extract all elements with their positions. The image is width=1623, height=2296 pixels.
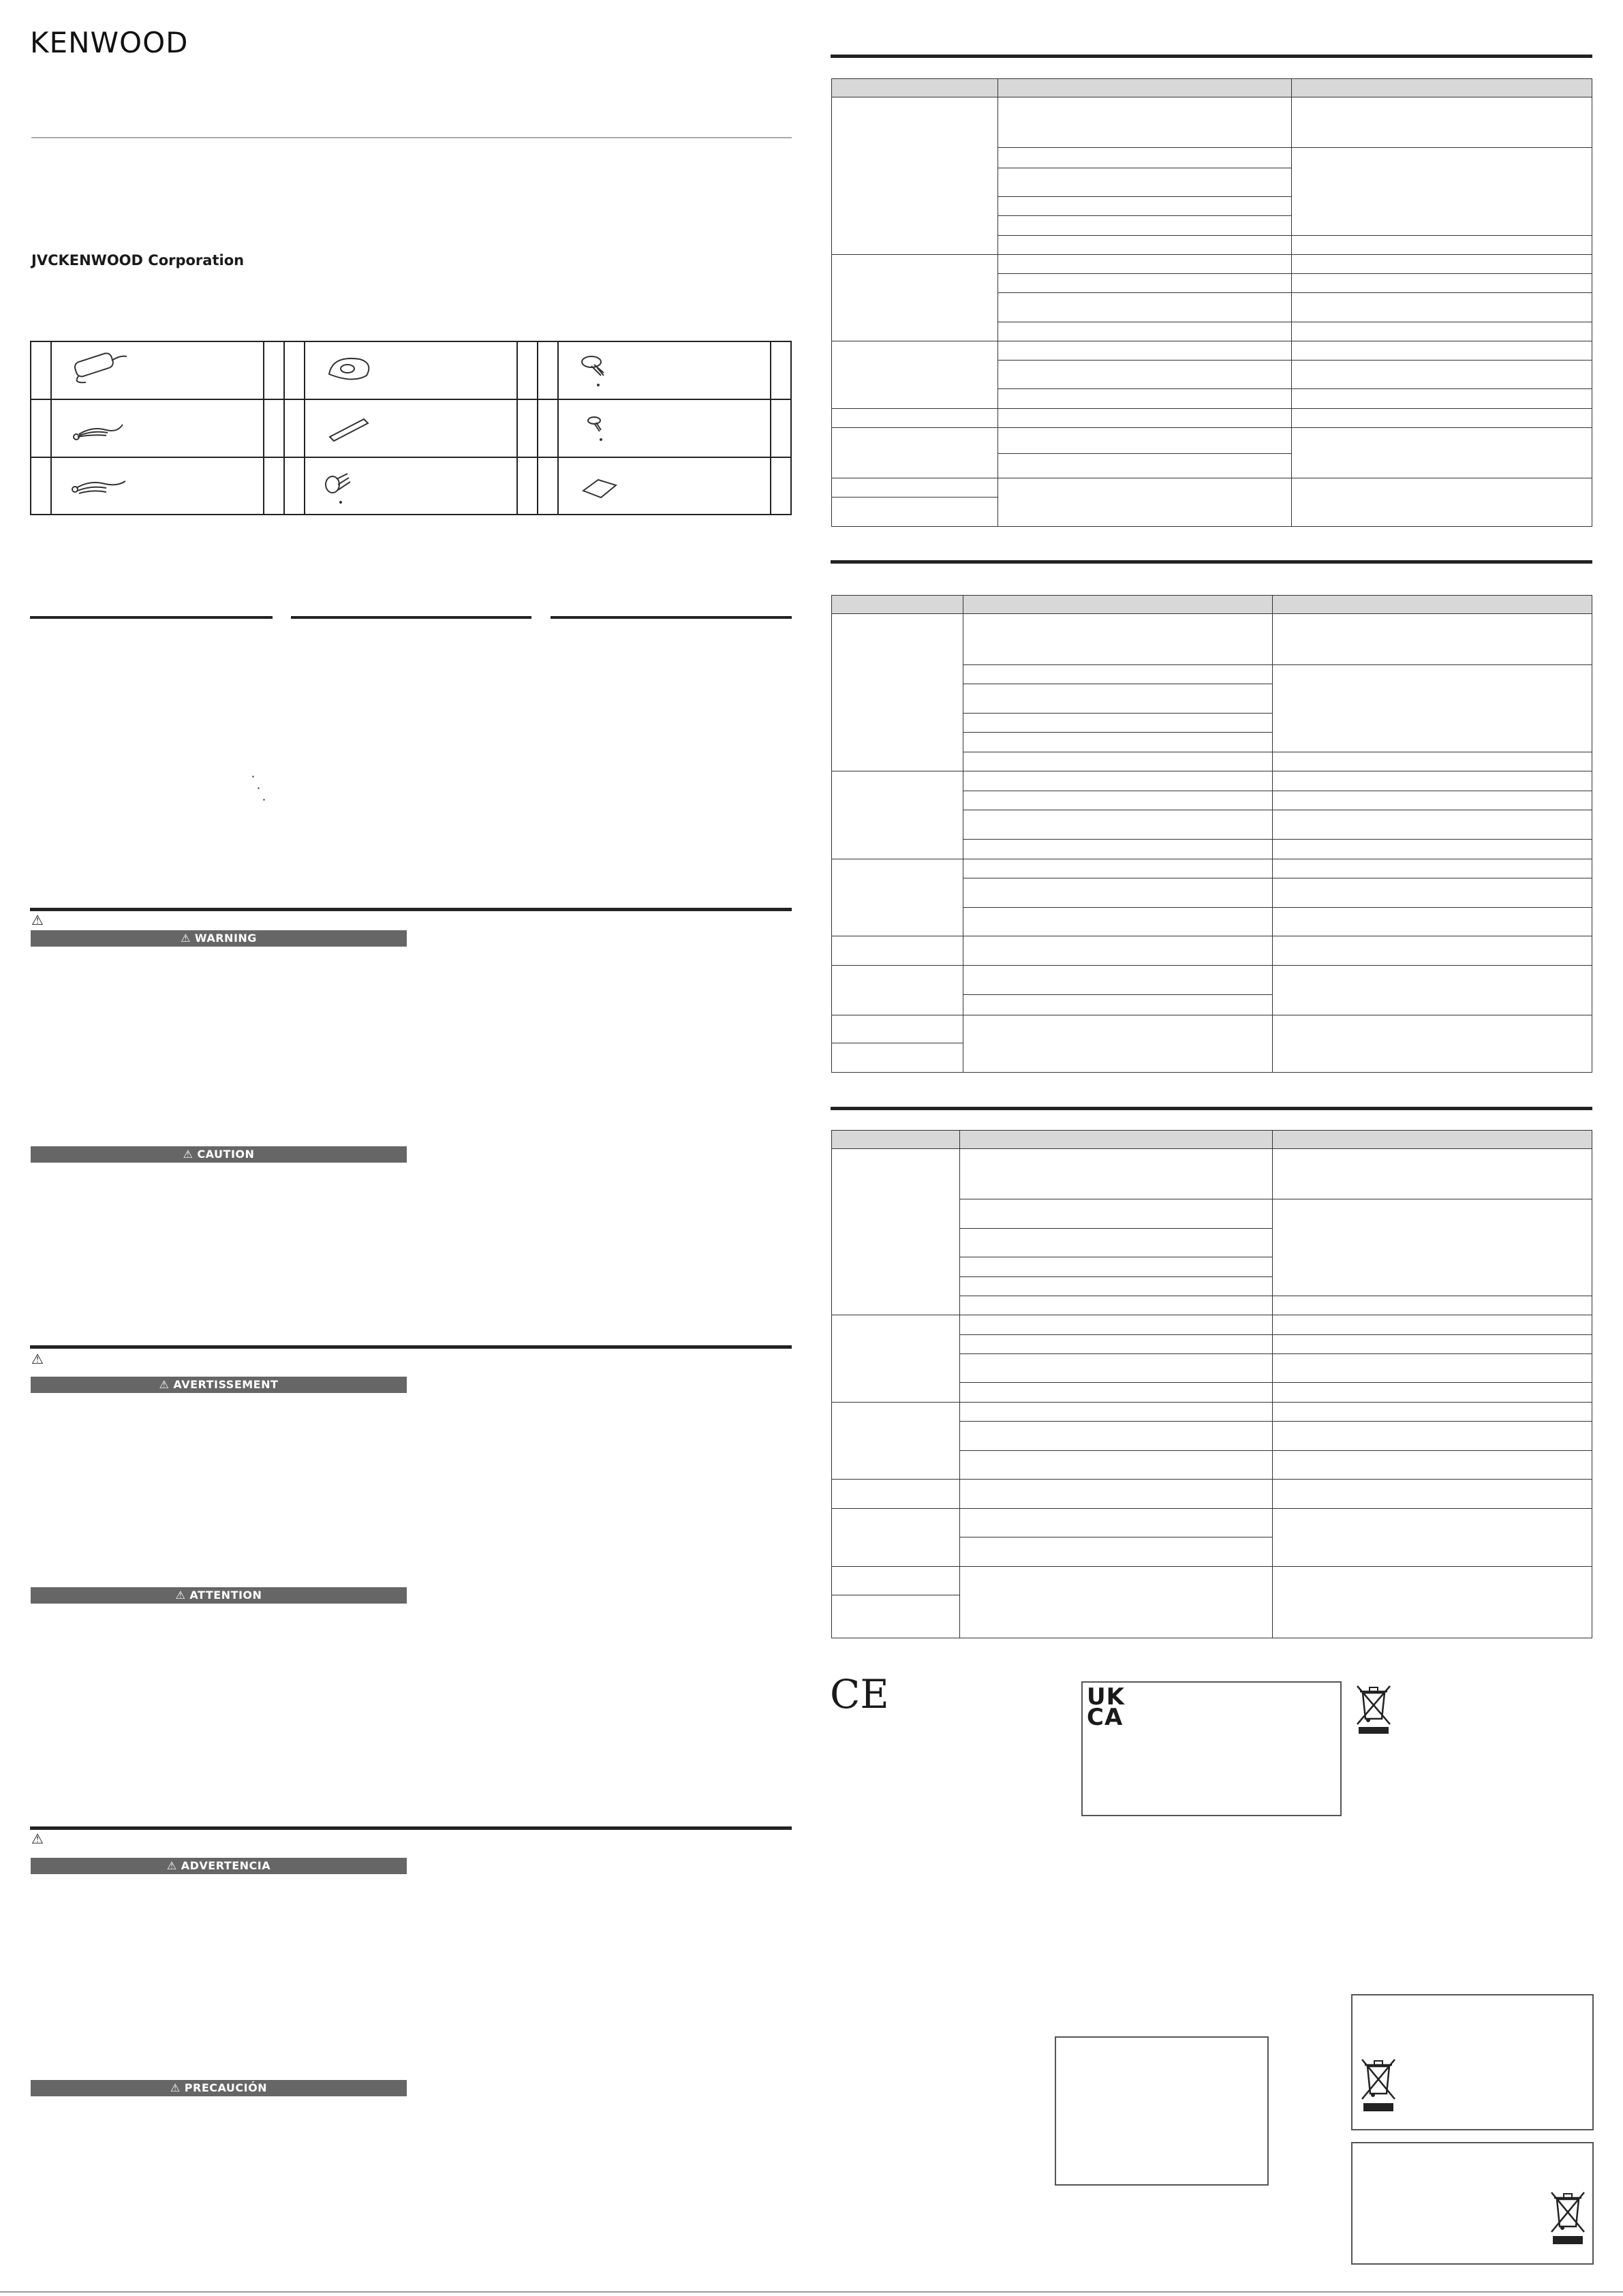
spec-cell: [1292, 254, 1592, 273]
acc-num-cell: [538, 341, 558, 399]
spec-cell: [832, 966, 963, 1015]
acc-qty-cell: [771, 399, 791, 457]
spec-cell: [1292, 322, 1592, 341]
acc-image-cell: [51, 457, 264, 515]
acc-qty-cell: [264, 399, 284, 457]
spec-cell: [1273, 614, 1592, 664]
screw-small-image: [559, 410, 640, 444]
spec-cell: [963, 1015, 1273, 1073]
acc-image-cell: [305, 399, 517, 457]
spec-cell: [1292, 293, 1592, 322]
spec-section-rule-3: [831, 1107, 1592, 1110]
warning-triangle-icon: ⚠: [166, 1859, 177, 1872]
acc-num-cell: [284, 457, 305, 515]
spec-table-1: [831, 78, 1592, 527]
french-warning-bar: [31, 1377, 407, 1393]
acc-num-cell: [284, 341, 305, 399]
accessories-table: [30, 341, 792, 515]
spec-section-rule-2: [831, 560, 1592, 564]
weee-bin-icon: [1353, 1681, 1394, 1736]
spec-cell: [832, 771, 963, 859]
spec-cell: [963, 936, 1273, 966]
wiring-harness-image: [52, 410, 134, 444]
warning-triangle-icon: ⚠: [183, 1148, 194, 1161]
warning-triangle-icon: ⚠: [175, 1589, 186, 1602]
spec-cell: [1292, 341, 1592, 360]
spec-cell: [1273, 664, 1592, 752]
acc-num-cell: [284, 399, 305, 457]
weee-bin-icon: [1358, 2054, 1399, 2117]
spec-cell: [832, 498, 998, 527]
acc-image-cell: [558, 457, 771, 515]
spec-cell: [963, 752, 1273, 771]
spec-cell: [960, 1199, 1273, 1229]
brand-logo: KENWOOD: [30, 26, 189, 59]
warning-triangle-icon: ⚠: [159, 1378, 170, 1391]
spec-cell: [963, 907, 1273, 936]
spec-cell: [963, 810, 1273, 840]
spec-cell: [1273, 1480, 1592, 1509]
english-section-rule: [30, 908, 792, 911]
spec-cell: [832, 427, 998, 478]
spec-cell: [963, 664, 1273, 684]
acc-qty-cell: [264, 457, 284, 515]
spec-cell: [832, 1043, 963, 1073]
spec-cell: [832, 1402, 960, 1479]
spec-header-cell: [1273, 1131, 1592, 1149]
spec-cell: [832, 936, 963, 966]
spec-cell: [998, 197, 1292, 216]
spec-cell: [998, 235, 1292, 254]
cable-set-image: [52, 468, 134, 502]
spec-cell: [960, 1422, 1273, 1451]
page-bottom-edge: [0, 2291, 1623, 2293]
spec-cell: [1292, 235, 1592, 254]
spec-cell: [960, 1334, 1273, 1353]
warning-label: WARNING: [194, 932, 257, 945]
english-caution-bar: [31, 1146, 407, 1163]
spec-cell: [960, 1149, 1273, 1199]
spec-cell: [960, 1276, 1273, 1296]
spec-cell: [1273, 859, 1592, 878]
spec-cell: [832, 254, 998, 341]
footnote-mark: ▪: [263, 797, 265, 803]
spec-cell: [998, 216, 1292, 235]
spec-cell: [1292, 427, 1592, 478]
warning-label: AVERTISSEMENT: [173, 1378, 279, 1391]
spec-cell: [1292, 408, 1592, 427]
warning-triangle-icon: ⚠: [181, 932, 191, 945]
spec-cell: [998, 168, 1292, 196]
acc-qty-cell: [771, 341, 791, 399]
spec-cell: [960, 1537, 1273, 1567]
spec-cell: [1273, 1199, 1592, 1296]
footnote-mark: ▪: [252, 774, 254, 780]
acc-image-cell: [558, 341, 771, 399]
spec-cell: [832, 1508, 960, 1566]
spec-cell: [963, 713, 1273, 732]
spec-cell: [1273, 1334, 1592, 1353]
spec-cell: [1273, 907, 1592, 936]
spec-cell: [998, 341, 1292, 360]
french-caution-bar: [31, 1587, 407, 1604]
spec-cell: [1273, 810, 1592, 840]
spec-cell: [998, 274, 1292, 293]
spanish-section-rule: [30, 1826, 792, 1830]
spec-cell: [998, 293, 1292, 322]
ukca-line-2: CA: [1087, 1704, 1124, 1731]
spanish-caution-bar: [31, 2080, 407, 2096]
warning-triangle-icon: ⚠: [170, 2081, 181, 2094]
spec-cell: [963, 771, 1273, 791]
spec-cell: [998, 322, 1292, 341]
spec-cell: [1273, 1383, 1592, 1402]
column-rule-1: [30, 616, 273, 619]
spec-cell: [1273, 771, 1592, 791]
acc-image-cell: [305, 341, 517, 399]
screw-large-image: [559, 348, 640, 389]
spec-cell: [832, 478, 998, 498]
acc-image-cell: [305, 457, 517, 515]
spec-cell: [1273, 936, 1592, 966]
spec-cell: [960, 1228, 1273, 1257]
acc-num-cell: [31, 399, 51, 457]
spec-cell: [960, 1296, 1273, 1315]
spec-cell: [998, 408, 1292, 427]
spec-cell: [963, 840, 1273, 859]
column-rule-2: [291, 616, 531, 619]
spanish-warning-bar: [31, 1858, 407, 1874]
spec-cell: [998, 478, 1292, 527]
spec-cell: [998, 147, 1292, 168]
spec-cell: [1273, 791, 1592, 810]
spec-cell: [960, 1402, 1273, 1421]
spec-cell: [832, 97, 998, 255]
spec-cell: [963, 859, 1273, 878]
acc-qty-cell: [517, 457, 538, 515]
acc-qty-cell: [771, 457, 791, 515]
pad-image: [559, 468, 640, 502]
english-warning-bar: [31, 930, 407, 947]
corporation-name: JVCKENWOOD Corporation: [31, 252, 245, 269]
spec-cell: [998, 254, 1292, 273]
spec-cell: [832, 1149, 960, 1315]
acc-num-cell: [538, 399, 558, 457]
spec-header-cell: [832, 596, 963, 614]
disposal-box-1: [1351, 1994, 1594, 2130]
spec-cell: [832, 1480, 960, 1509]
spec-cell: [963, 733, 1273, 752]
spec-cell: [1273, 878, 1592, 908]
spec-cell: [998, 427, 1292, 453]
caution-label: CAUTION: [197, 1148, 255, 1161]
spec-cell: [1273, 1315, 1592, 1334]
spec-header-cell: [832, 1131, 960, 1149]
spec-cell: [1273, 752, 1592, 771]
spec-cell: [1292, 274, 1592, 293]
spec-cell: [1273, 1015, 1592, 1073]
spec-cell: [960, 1257, 1273, 1276]
warning-triangle-icon: ⚠: [31, 913, 44, 928]
spec-cell: [963, 791, 1273, 810]
column-rule-3: [551, 616, 792, 619]
ce-mark: CE: [830, 1671, 889, 1717]
acc-image-cell: [51, 341, 264, 399]
spec-header-cell: [998, 79, 1292, 97]
spec-cell: [960, 1315, 1273, 1334]
acc-num-cell: [538, 457, 558, 515]
spec-cell: [998, 454, 1292, 478]
spec-cell: [1292, 147, 1592, 235]
acc-qty-cell: [517, 341, 538, 399]
spec-cell: [960, 1383, 1273, 1402]
warning-triangle-icon: ⚠: [31, 1832, 44, 1847]
spec-cell: [960, 1566, 1273, 1638]
spec-header-cell: [960, 1131, 1273, 1149]
spec-cell: [1273, 966, 1592, 1015]
spec-cell: [1292, 361, 1592, 389]
spec-cell: [1273, 1508, 1592, 1566]
ukca-box: [1081, 1681, 1342, 1816]
notice-box: [1055, 2036, 1269, 2186]
spec-cell: [1273, 1353, 1592, 1383]
spec-cell: [1292, 478, 1592, 527]
spec-cell: [832, 614, 963, 771]
tapping-screw-image: [305, 464, 387, 505]
spec-cell: [1273, 840, 1592, 859]
acc-image-cell: [51, 399, 264, 457]
spec-cell: [832, 1315, 960, 1402]
disposal-box-2: [1351, 2142, 1594, 2265]
spec-cell: [1273, 1450, 1592, 1480]
spec-cell: [1292, 97, 1592, 148]
sleeve-image: [305, 348, 387, 389]
spec-cell: [1273, 1402, 1592, 1421]
spec-cell: [963, 966, 1273, 995]
spec-table-2: [831, 595, 1592, 1073]
ukca-line-1: UK: [1087, 1683, 1125, 1711]
acc-num-cell: [31, 457, 51, 515]
spec-header-cell: [963, 596, 1273, 614]
spec-cell: [960, 1480, 1273, 1509]
spec-cell: [1273, 1296, 1592, 1315]
spec-cell: [998, 97, 1292, 148]
caution-label: PRECAUCIÓN: [184, 2081, 268, 2094]
spec-cell: [963, 684, 1273, 714]
caution-label: ATTENTION: [189, 1589, 262, 1602]
spec-cell: [963, 614, 1273, 664]
spec-cell: [1273, 1566, 1592, 1638]
spec-cell: [963, 878, 1273, 908]
spec-cell: [832, 1015, 963, 1043]
spec-cell: [832, 859, 963, 936]
battery-bin-icon: [1547, 2187, 1588, 2250]
spec-table-3: [831, 1130, 1592, 1638]
spec-cell: [960, 1508, 1273, 1537]
spec-cell: [998, 389, 1292, 408]
spec-cell: [832, 1566, 960, 1595]
spec-cell: [1273, 1422, 1592, 1451]
warning-label: ADVERTENCIA: [181, 1859, 271, 1872]
acc-qty-cell: [517, 399, 538, 457]
spec-header-cell: [1273, 596, 1592, 614]
spec-cell: [960, 1353, 1273, 1383]
ukca-mark: [1087, 1683, 1125, 1731]
spec-cell: [832, 1595, 960, 1638]
spec-cell: [832, 341, 998, 408]
spec-cell: [1273, 1149, 1592, 1199]
spec-header-cell: [832, 79, 998, 97]
header-divider: [31, 137, 792, 138]
spec-section-rule-1: [831, 55, 1592, 58]
spec-cell: [832, 408, 998, 427]
footnote-mark: ▪: [258, 785, 260, 791]
remote-wire-image: [52, 348, 134, 389]
spec-cell: [960, 1450, 1273, 1480]
acc-qty-cell: [264, 341, 284, 399]
strap-image: [305, 410, 387, 444]
acc-num-cell: [31, 341, 51, 399]
spec-cell: [963, 994, 1273, 1015]
acc-image-cell: [558, 399, 771, 457]
spec-cell: [998, 361, 1292, 389]
spec-header-cell: [1292, 79, 1592, 97]
warning-triangle-icon: ⚠: [31, 1352, 44, 1367]
french-section-rule: [30, 1345, 792, 1349]
spec-cell: [1292, 389, 1592, 408]
